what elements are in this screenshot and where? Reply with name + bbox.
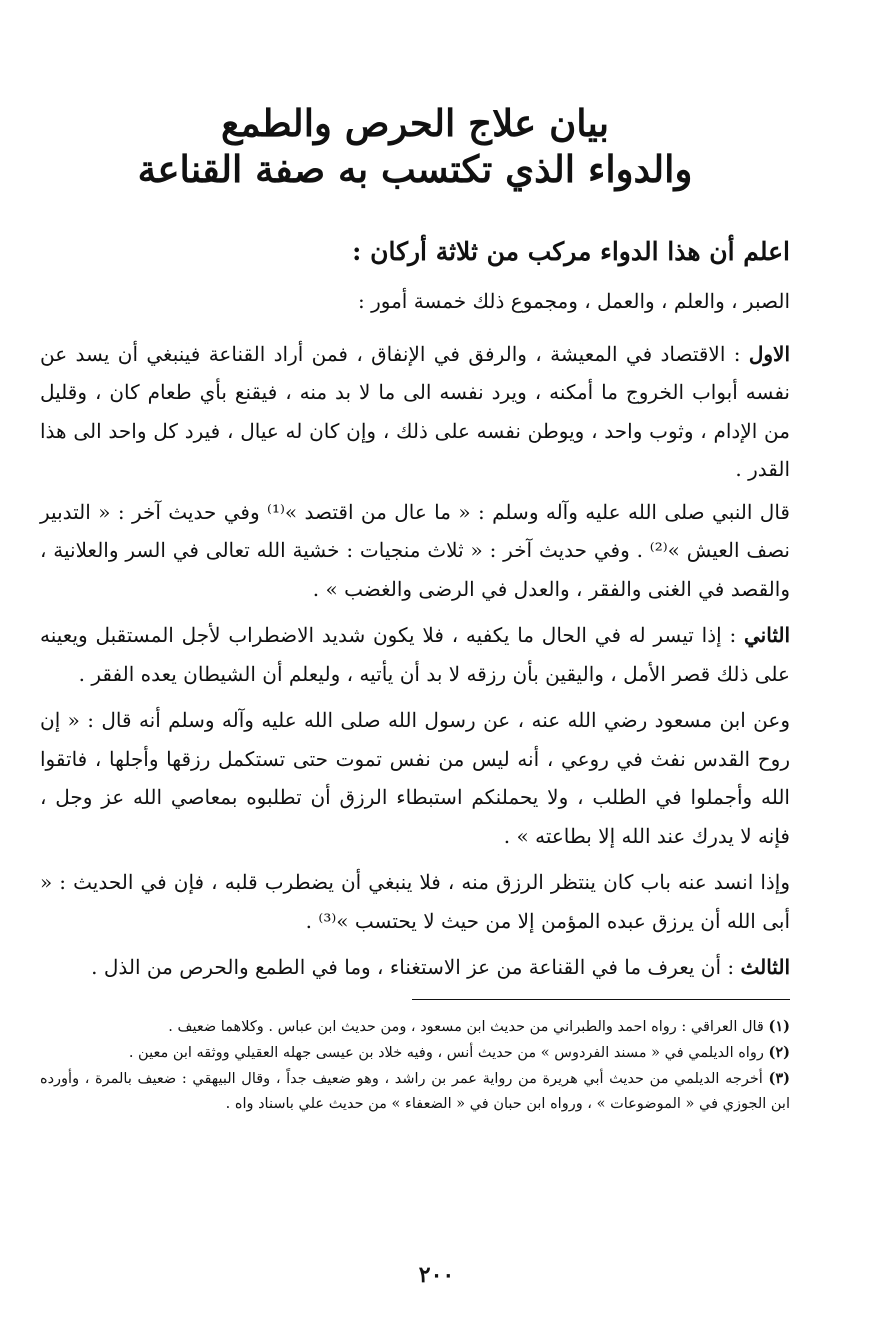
- paragraph-second-point: [40, 616, 790, 693]
- section-subtitle: اعلم أن هذا الدواء مركب من ثلاثة أركان :: [352, 237, 790, 266]
- footnote-3-text: أخرجه الديلمي من حديث أبي هريرة من رواية عمر بن راشد ، وهو ضعيف جداً ، وقال البيهقي : ضعيف بالمرة ، وأورده ابن الجوزي في « الموضوعات » ، ورواه ابن حبان في « الضعفاء » من حديث علي باسناد واه .: [40, 1070, 790, 1112]
- second-point-text: : إذا تيسر له في الحال ما يكفيه ، فلا يكون شديد الاضطراب لأجل المستقبل ويعينه على ذلك قصر الأمل ، واليقين بأن رزقه لا بد أن يأتيه ، وليعلم أن الشيطان يعده الفقر .: [40, 623, 790, 686]
- footnote-divider: [412, 999, 790, 1000]
- footnote-1: [40, 1014, 790, 1040]
- footnote-3-number: (٣): [768, 1069, 791, 1087]
- intro-paragraph: الصبر ، والعلم ، والعمل ، ومجموع ذلك خمسة أمور :: [357, 289, 790, 313]
- page-body: [40, 100, 790, 1117]
- third-point-label: الثالث: [740, 955, 790, 979]
- footnote-1-number: (١): [768, 1017, 790, 1035]
- chapter-title: [40, 100, 790, 192]
- footnote-3: [40, 1066, 790, 1117]
- footnote-2-text: رواه الديلمي في « مسند الفردوس » من حديث أنس ، وفيه خلاد بن عيسى جهله العقيلي ووثقه ابن معين .: [128, 1044, 764, 1061]
- chapter-title-line-1: بيان علاج الحرص والطمع: [220, 101, 610, 145]
- footnote-2: [40, 1040, 790, 1066]
- chapter-title-line-2: والدواء الذي تكتسب به صفة القناعة: [137, 147, 693, 191]
- second-point-label: الثاني: [744, 623, 791, 647]
- first-point-label: الاول: [748, 341, 791, 366]
- page-number: ٢٠٠: [418, 1262, 455, 1288]
- paragraph-first-point: [40, 335, 790, 489]
- paragraph-closed-door: وإذا انسد عنه باب كان ينتظر الرزق منه ، فلا ينبغي أن يضطرب قلبه ، فإن في الحديث : « أبى الله أن يرزق عبده المؤمن إلا من حيث لا يحتسب »⁽³⁾ .: [40, 870, 790, 933]
- third-point-text: : أن يعرف ما في القناعة من عز الاستغناء ، وما في الطمع والحرص من الذل .: [91, 955, 735, 979]
- paragraph-hadith: قال النبي صلى الله عليه وآله وسلم : « ما عال من اقتصد »⁽¹⁾ وفي حديث آخر : « التدبير نصف العيش »⁽²⁾ . وفي حديث آخر : « ثلاث منجيات : خشية الله تعالى في السر والعلانية ، والقصد في الغنى والفقر ، والعدل في الرضى والغضب » .: [40, 499, 791, 601]
- paragraph-ibn-masud: وعن ابن مسعود رضي الله عنه ، عن رسول الله صلى الله عليه وآله وسلم أنه قال : « إن روح القدس نفث في روعي ، أنه ليس من نفس تموت حتى تستكمل رزقها وأجلها ، فاتقوا الله وأجملوا في الطلب ، ولا يحملنكم استبطاء الرزق أن تطلبوه بمعاصي الله عز وجل ، فإنه لا يدرك عند الله إلا بطاعته » .: [40, 708, 790, 848]
- first-point-text: : الاقتصاد في المعيشة ، والرفق في الإنفاق ، فمن أراد القناعة فينبغي أن يسد عن نفسه أبواب الخروج ما أمكنه ، ويرد نفسه الى ما لا بد منه ، فيقنع بأي طعام كان ، وقليل من الإدام ، وثوب واحد ، ويوطن نفسه على ذلك ، وإن كان له عيال ، فيرد كل واحد الى هذا القدر .: [40, 341, 790, 481]
- paragraph-third-point: [40, 948, 790, 987]
- footnote-2-number: (٢): [768, 1043, 790, 1061]
- footnote-1-text: قال العراقي : رواه احمد والطبراني من حديث ابن مسعود ، ومن حديث ابن عباس . وكلاهما ضعيف .: [168, 1018, 764, 1035]
